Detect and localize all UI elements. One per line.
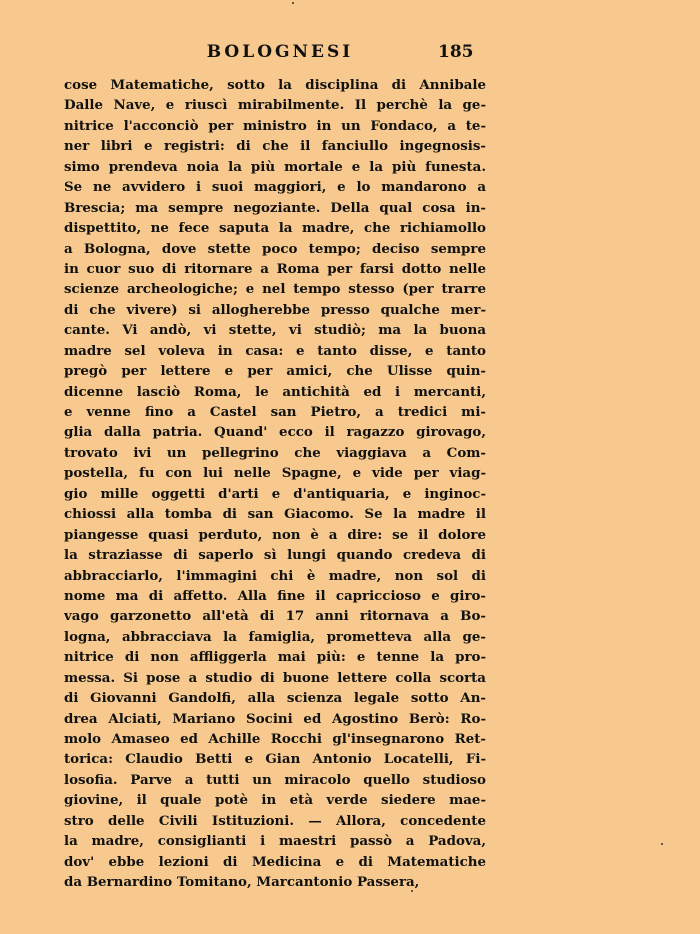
text-line: torica: Claudio Betti e Gian Antonio Locatelli, Fi- xyxy=(64,751,486,768)
text-line: da Bernardino Tomitano, Marcantonio Passera, xyxy=(64,874,420,891)
text-line: cose Matematiche, sotto la disciplina di Annibale xyxy=(64,77,486,93)
text-line: logna, abbracciava la famiglia, prometteva alla ge- xyxy=(64,628,486,645)
text-line: nitrice di non affliggerla mai più: e tenne la pro- xyxy=(64,649,486,666)
text-line: losofia. Parve a tutti un miracolo quello studioso xyxy=(64,771,486,788)
text-line: dispettito, ne fece saputa la madre, che richiamollo xyxy=(64,220,486,237)
text-line: glia dalla patria. Quand' ecco il ragazzo girovago, xyxy=(64,424,486,441)
text-line: abbracciarlo, l'immagini chi è madre, non sol di xyxy=(64,567,486,584)
text-line: Se ne avvidero i suoi maggiori, e lo mandarono a xyxy=(64,179,486,196)
text-line: nitrice l'acconciò per ministro in un Fondaco, a te- xyxy=(64,117,486,134)
text-line: nome ma di affetto. Alla fine il capriccioso e giro- xyxy=(64,587,486,604)
page-number: 185 xyxy=(438,42,474,62)
text-line: messa. Si pose a studio di buone lettere colla scorta xyxy=(64,669,486,686)
ink-speck xyxy=(411,890,413,892)
text-line: simo prendeva noia la più mortale e la più funesta. xyxy=(64,158,486,175)
text-line: madre sel voleva in casa: e tanto disse, e tanto xyxy=(64,342,486,359)
text-line: chiossi alla tomba di san Giacomo. Se la madre il xyxy=(64,506,486,523)
text-line: la straziasse di saperlo sì lungi quando credeva di xyxy=(64,547,486,564)
text-line: dicenne lasciò Roma, le antichità ed i mercanti, xyxy=(64,383,486,400)
text-line: postella, fu con lui nelle Spagne, e vide per viag- xyxy=(64,465,486,482)
text-line: dov' ebbe lezioni di Medicina e di Matematiche xyxy=(64,853,486,870)
text-line: Dalle Nave, e riuscì mirabilmente. Il perchè la ge- xyxy=(64,97,486,114)
text-line: a Bologna, dove stette poco tempo; deciso sempre xyxy=(64,240,486,257)
text-line: stro delle Civili Istituzioni. — Allora, concedente xyxy=(64,812,486,829)
text-line: ner libri e registri: di che il fanciullo ingegnosis- xyxy=(64,138,486,155)
text-line: in cuor suo di ritornare a Roma per farsi dotto nelle xyxy=(64,260,486,277)
text-line: gio mille oggetti d'arti e d'antiquaria, e inginoc- xyxy=(64,485,486,502)
text-line: cante. Vi andò, vi stette, vi studiò; ma la buona xyxy=(64,322,486,339)
running-title: BOLOGNESI xyxy=(206,42,354,62)
body-text xyxy=(64,75,486,893)
text-line: scienze archeologiche; e nel tempo stesso (per trarre xyxy=(64,281,486,298)
text-line: giovine, il quale potè in età verde siedere mae- xyxy=(64,792,486,809)
text-line: e venne fino a Castel san Pietro, a tredici mi- xyxy=(64,404,486,420)
text-line: di che vivere) si allogherebbe presso qualche mer- xyxy=(64,301,486,318)
text-line: Brescia; ma sempre negoziante. Della qual cosa in- xyxy=(64,199,486,216)
text-line: la madre, consiglianti i maestri passò a Padova, xyxy=(64,833,486,850)
ink-speck xyxy=(292,2,294,4)
text-line: vago garzonetto all'età di 17 anni ritornava a Bo- xyxy=(64,608,486,625)
text-line: di Giovanni Gandolfi, alla scienza legale sotto An- xyxy=(64,690,486,707)
text-line: pregò per lettere e per amici, che Ulisse quin- xyxy=(64,363,486,380)
text-line: molo Amaseo ed Achille Rocchi gl'insegnarono Ret- xyxy=(64,731,486,747)
page-header xyxy=(0,42,700,66)
text-line: trovato ivi un pellegrino che viaggiava a Com- xyxy=(64,444,486,461)
text-line: drea Alciati, Mariano Socini ed Agostino Berò: Ro- xyxy=(64,710,486,727)
ink-speck xyxy=(661,843,663,845)
text-line: piangesse quasi perduto, non è a dire: se il dolore xyxy=(64,526,486,543)
